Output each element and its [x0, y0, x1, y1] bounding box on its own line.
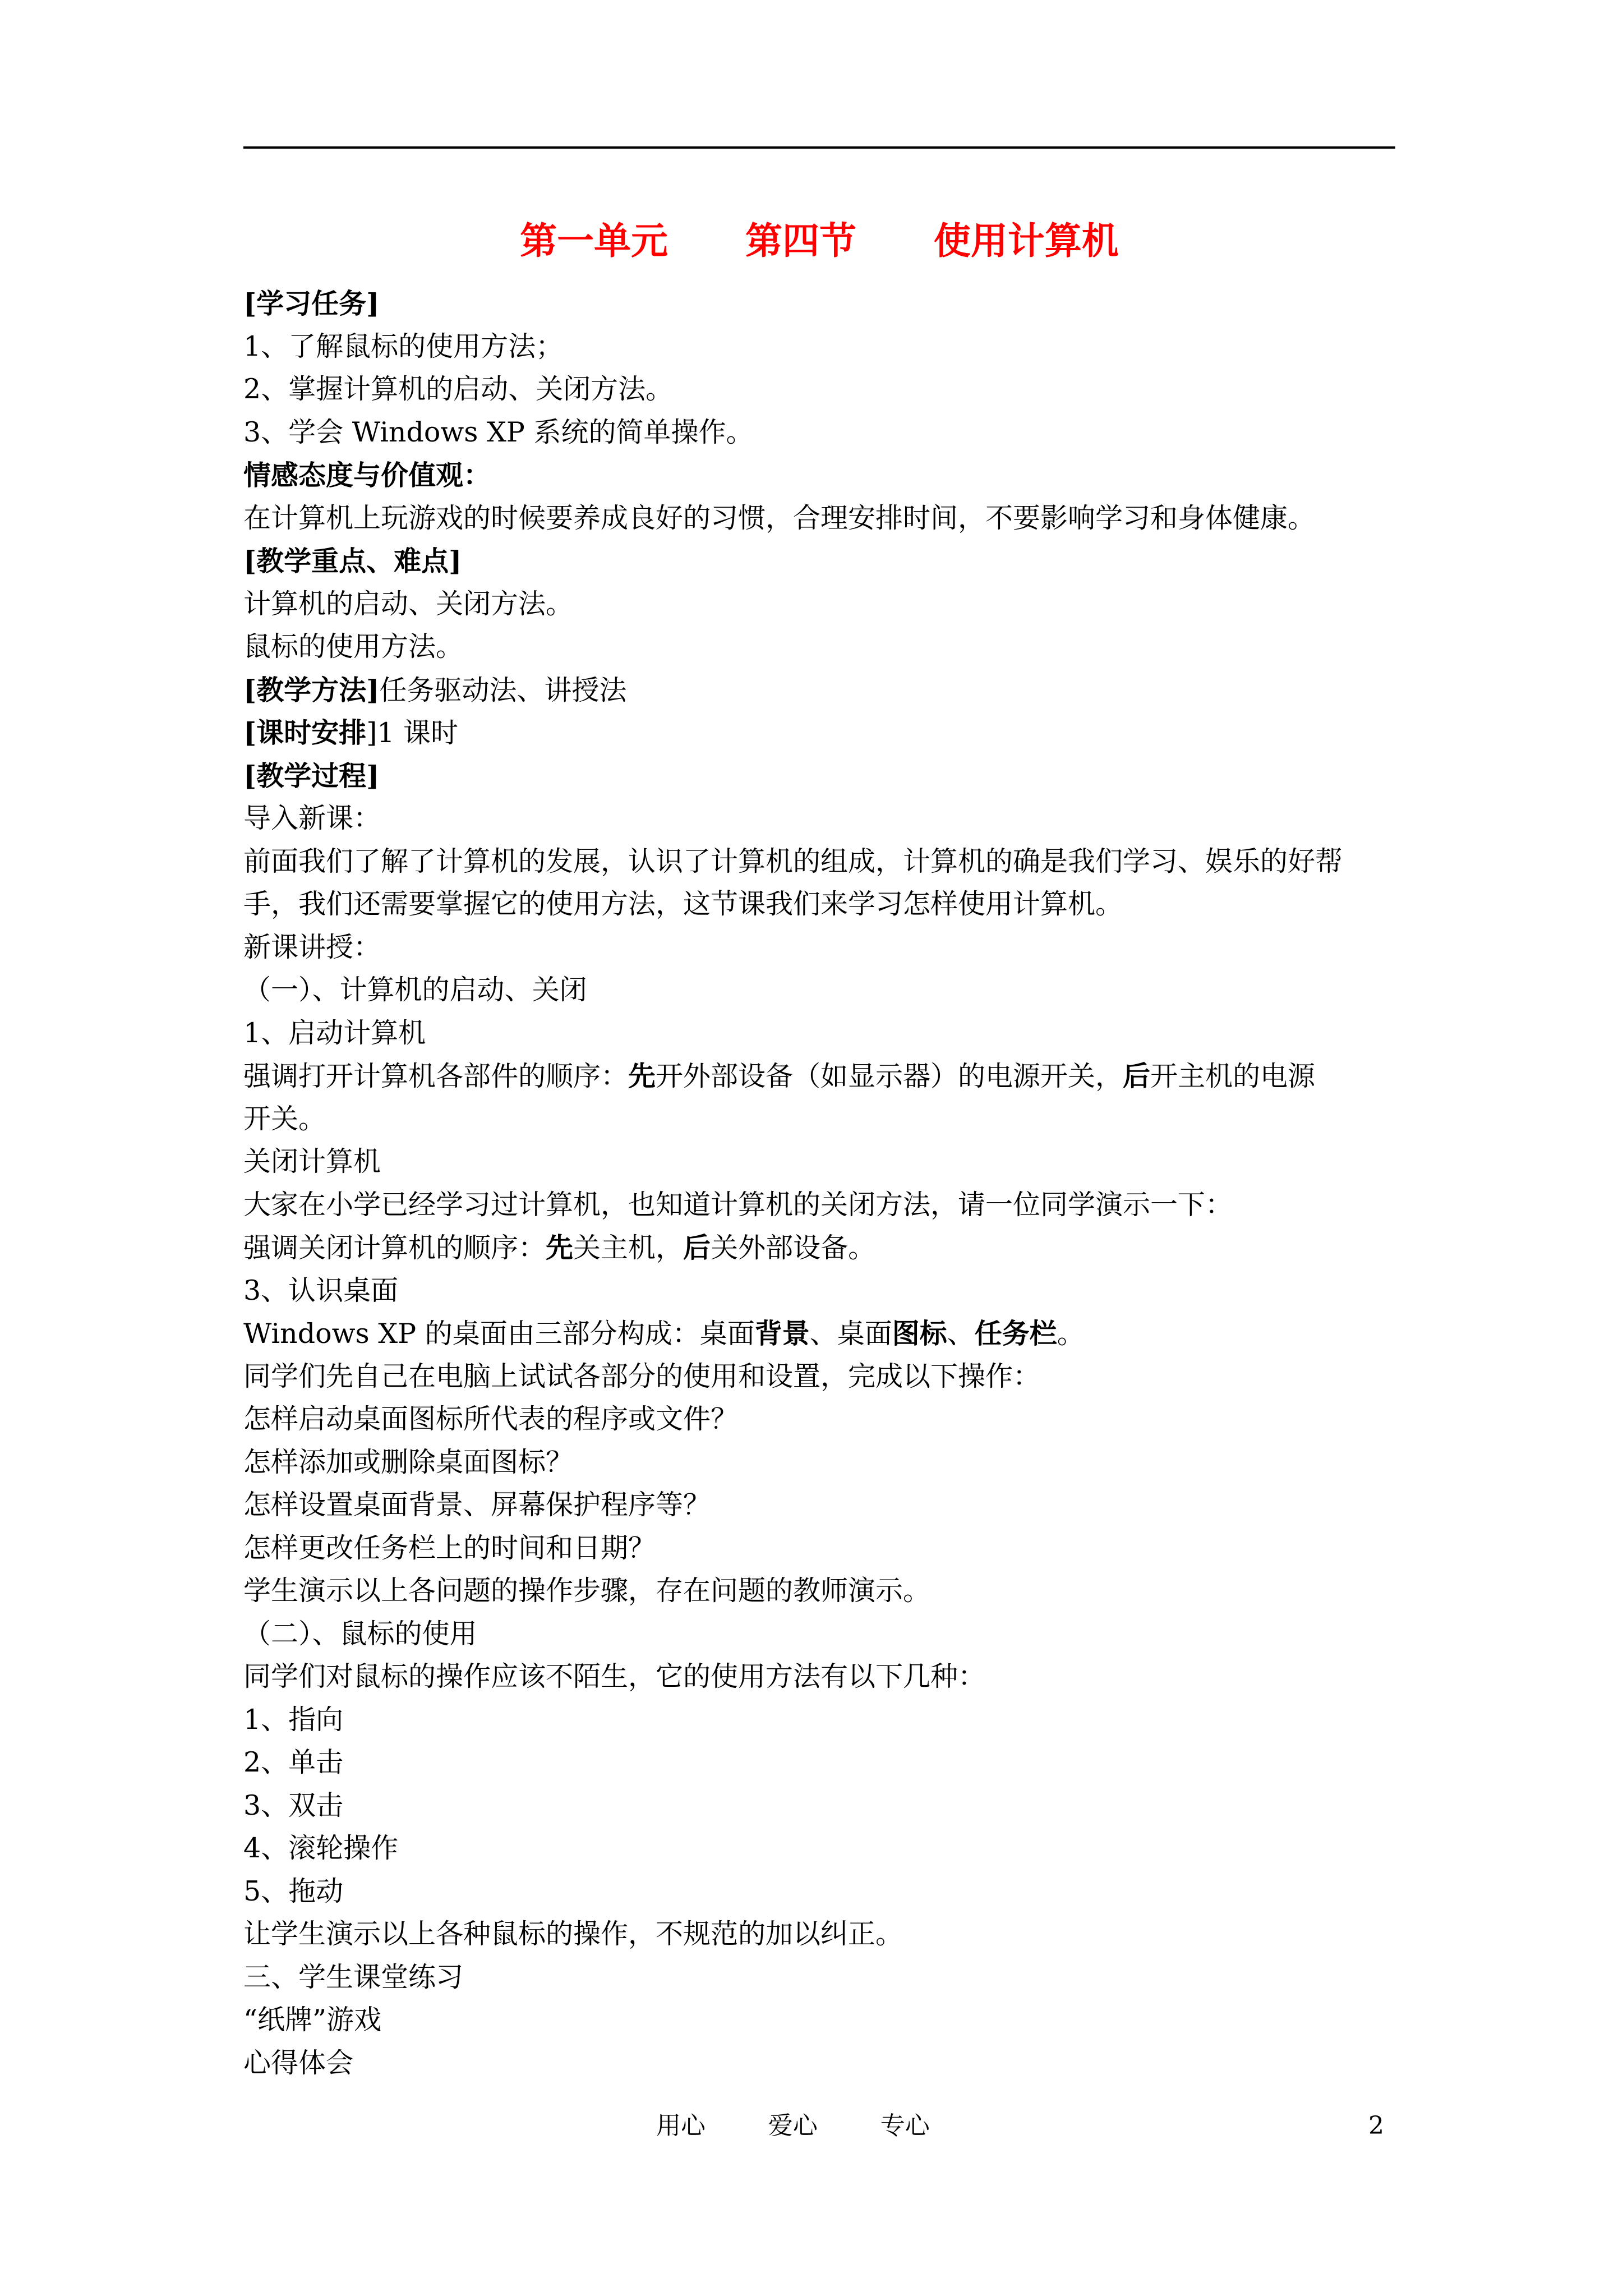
text-span: 三、学生课堂练习 [243, 1961, 464, 1993]
bold-text: 后 [1123, 1060, 1151, 1092]
text-span: 5、拖动 [243, 1875, 344, 1907]
text-line [243, 1012, 1395, 1055]
text-line [243, 2042, 1395, 2085]
text-line [243, 1613, 1395, 1656]
text-line [243, 1999, 1395, 2042]
text-span: 让学生演示以上各种鼠标的操作，不规范的加以纠正。 [243, 1918, 903, 1950]
text-span: （一）、计算机的启动、关闭 [243, 974, 587, 1006]
text-span: 怎样设置桌面背景、屏幕保护程序等？ [243, 1489, 711, 1521]
page-title: 第一单元 第四节 使用计算机 [520, 219, 1119, 263]
text-line [243, 325, 1395, 369]
text-span: 3、学会 Windows XP 系统的简单操作。 [243, 416, 754, 448]
text-span: 同学们对鼠标的操作应该不陌生，它的使用方法有以下几种： [243, 1660, 986, 1692]
text-span: Windows XP 的桌面由三部分构成：桌面 [243, 1318, 755, 1350]
text-span: 、 [947, 1318, 975, 1350]
text-line [243, 1269, 1395, 1313]
bold-text: 后 [683, 1231, 711, 1264]
text-span: 、桌面 [809, 1318, 892, 1350]
text-line [243, 497, 1395, 540]
text-span: 3、双击 [243, 1789, 344, 1821]
text-line [243, 454, 1395, 497]
text-span: 3、认识桌面 [243, 1274, 399, 1306]
text-span: 大家在小学已经学习过计算机，也知道计算机的关闭方法，请一位同学演示一下： [243, 1188, 1233, 1221]
text-span: 2、掌握计算机的启动、关闭方法。 [243, 373, 674, 405]
text-line [243, 368, 1395, 411]
text-line [243, 1784, 1395, 1828]
text-line [243, 1741, 1395, 1784]
text-line [243, 840, 1395, 884]
text-span: 强调打开计算机各部件的顺序： [243, 1060, 629, 1092]
text-span: 在计算机上玩游戏的时候要养成良好的习惯，合理安排时间，不要影响学习和身体健康。 [243, 501, 1316, 534]
bold-text: 先 [628, 1060, 656, 1092]
text-line [243, 1226, 1395, 1269]
text-line [243, 1312, 1395, 1355]
text-span: 手，我们还需要掌握它的使用方法，这节课我们来学习怎样使用计算机。 [243, 888, 1123, 920]
text-line [243, 1913, 1395, 1956]
bold-text: 先 [546, 1231, 574, 1264]
text-span: 计算机的启动、关闭方法。 [243, 587, 574, 620]
text-span: 4、滚轮操作 [243, 1832, 399, 1864]
bold-text: 情感态度与价值观： [243, 459, 491, 491]
text-span: 怎样更改任务栏上的时间和日期？ [243, 1531, 656, 1564]
bold-text: [教学过程] [243, 759, 380, 792]
text-line [243, 1055, 1395, 1098]
text-span: 怎样启动桌面图标所代表的程序或文件？ [243, 1403, 739, 1435]
text-span: 关闭计算机 [243, 1145, 381, 1177]
bold-text: [教学重点、难点] [243, 545, 462, 577]
text-span: 1、指向 [243, 1703, 344, 1736]
text-span: 新课讲授： [243, 931, 381, 963]
text-line [243, 1956, 1395, 1999]
text-line [243, 669, 1395, 712]
page-number: 2 [1368, 2111, 1384, 2140]
text-line [243, 926, 1395, 969]
text-line [243, 1140, 1395, 1184]
text-line [243, 583, 1395, 626]
bold-text: 任务栏 [974, 1317, 1057, 1350]
text-line [243, 1870, 1395, 1913]
text-line [243, 883, 1395, 926]
text-span: 导入新课： [243, 802, 381, 834]
bold-text: [课时安排 [243, 716, 367, 749]
text-span: 开关。 [243, 1102, 326, 1135]
text-span: 任务驱动法、讲授法 [379, 674, 627, 706]
text-line [243, 969, 1395, 1012]
text-line [243, 625, 1395, 669]
text-span: “纸牌”游戏 [243, 2004, 382, 2036]
text-span: 2、单击 [243, 1746, 344, 1778]
text-span: ]1 课时 [366, 717, 459, 749]
text-line [243, 1441, 1395, 1484]
text-span: 强调关闭计算机的顺序： [243, 1232, 546, 1264]
text-span: 1、了解鼠标的使用方法； [243, 330, 564, 362]
text-span: 1、启动计算机 [243, 1016, 426, 1049]
text-span: 怎样添加或删除桌面图标？ [243, 1446, 574, 1478]
text-line [243, 282, 1395, 325]
text-line [243, 1398, 1395, 1441]
footer-motto: 用心 爱心 专心 [656, 2111, 930, 2140]
text-line [243, 797, 1395, 840]
text-span: 关主机， [573, 1232, 684, 1264]
text-line [243, 1355, 1395, 1398]
bold-text: 背景 [754, 1317, 810, 1350]
text-span: 心得体会 [243, 2046, 354, 2079]
text-line [243, 1827, 1395, 1870]
text-span: （二）、鼠标的使用 [243, 1617, 477, 1650]
bold-text: 图标 [892, 1317, 947, 1350]
text-span: 同学们先自己在电脑上试试各部分的使用和设置，完成以下操作： [243, 1360, 1041, 1392]
text-line [243, 1570, 1395, 1613]
bold-text: [学习任务] [243, 287, 380, 320]
text-span: 鼠标的使用方法。 [243, 631, 464, 662]
text-span: 前面我们了解了计算机的发展，认识了计算机的组成，计算机的确是我们学习、娱乐的好帮 [243, 845, 1343, 877]
document-body [243, 282, 1395, 2085]
text-span: 。 [1057, 1318, 1085, 1350]
text-span: 开外部设备（如显示器）的电源开关， [656, 1060, 1123, 1092]
text-line [243, 1655, 1395, 1699]
text-line [243, 411, 1395, 454]
text-line [243, 1484, 1395, 1527]
text-line [243, 1184, 1395, 1227]
text-line [243, 1699, 1395, 1742]
text-line [243, 1527, 1395, 1570]
header-rule [243, 146, 1395, 149]
text-line [243, 711, 1395, 754]
bold-text: [教学方法] [243, 673, 380, 706]
text-span: 关外部设备。 [711, 1232, 876, 1264]
text-span: 学生演示以上各问题的操作步骤，存在问题的教师演示。 [243, 1575, 931, 1607]
text-line [243, 540, 1395, 583]
text-line [243, 1098, 1395, 1141]
text-span: 开主机的电源 [1150, 1060, 1316, 1092]
text-line [243, 754, 1395, 798]
